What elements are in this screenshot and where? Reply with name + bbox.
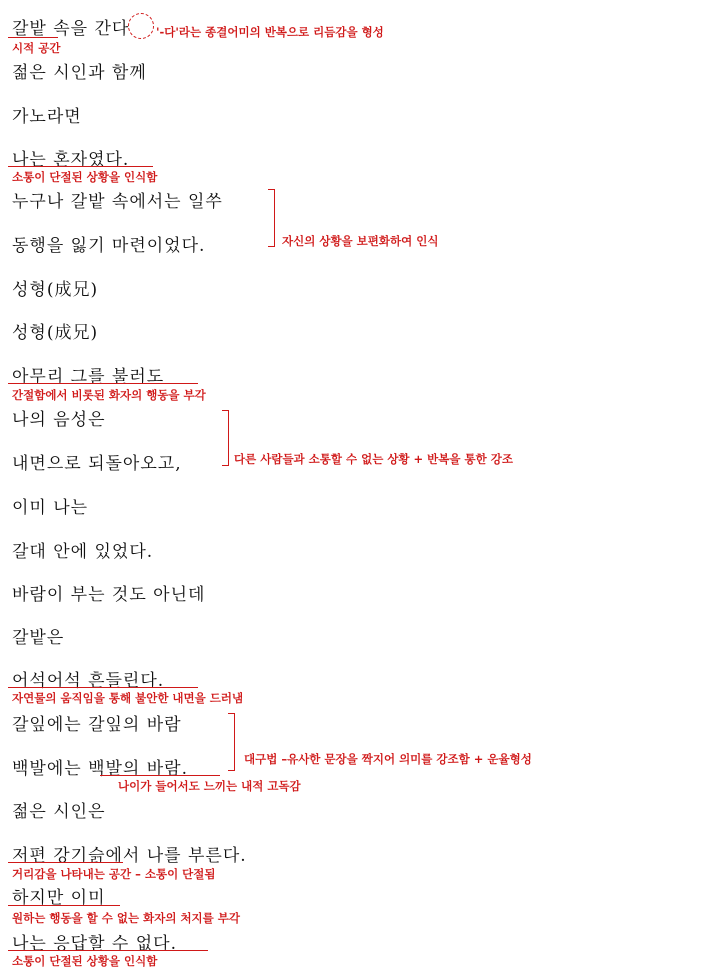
note-parallel: 대구법 –유사한 문장을 짝지어 의미를 강조함 + 운율형성 [244,752,532,766]
underline-galbat [8,37,58,38]
poem-line-6: 동행을 잃기 마련이었다. [12,236,206,256]
underline-line-16 [8,687,198,688]
poem-line-16: 어석어석 흔들린다. [12,671,165,691]
poem-line-12: 이미 나는 [12,498,89,518]
poem-line-19: 젊은 시인은 [12,802,106,822]
note-generalize: 자신의 상황을 보편화하여 인식 [282,234,439,248]
ending-circle [128,13,154,39]
poem-line-7: 성형(成兄) [12,280,99,300]
underline-line-9 [8,383,198,384]
poem-line-3: 가노라면 [12,107,82,127]
note-space: 시적 공간 [12,41,61,55]
bracket-parallel [228,713,235,771]
note-earnest: 간절함에서 비롯된 화자의 행동을 부각 [12,388,206,402]
note-solitude: 나이가 들어서도 느끼는 내적 고독감 [118,779,301,793]
note-nature: 자연물의 움직임을 통해 불안한 내면을 드러냄 [12,691,244,705]
note-ending-repeat: '-다'라는 종결어미의 반복으로 리듬감을 형성 [156,25,384,39]
poem-line-9: 아무리 그를 불러도 [12,367,165,387]
underline-line-22 [8,950,208,951]
bracket-generalize [268,189,275,247]
poem-line-21: 하지만 이미 [12,888,106,908]
underline-line-4 [8,166,153,167]
poem-line-20: 저편 강기슭에서 나를 부른다. [12,846,247,866]
bracket-no-comm [222,410,229,466]
poem-line-15: 갈밭은 [12,628,65,648]
note-cut-off-2: 소통이 단절된 상황을 인식함 [12,954,158,968]
poem-line-22: 나는 응답할 수 없다. [12,934,177,954]
poem-line-13: 갈대 안에 있었다. [12,542,154,562]
poem-line-1: 갈밭 속을 간다 [12,19,130,39]
poem-line-4: 나는 혼자였다. [12,150,130,170]
poem-line-2: 젊은 시인과 함께 [12,63,147,83]
poem-line-5: 누구나 갈밭 속에서는 일쑤 [12,192,223,212]
underline-gangiseul [8,862,123,863]
note-helpless: 원하는 행동을 할 수 없는 화자의 처지를 부각 [12,911,240,925]
poem-line-11: 내면으로 되돌아오고, [12,454,182,474]
underline-line-21 [8,905,120,906]
note-distance: 거리감을 나타내는 공간 – 소통이 단절됨 [12,867,216,881]
poem-line-17: 갈잎에는 갈잎의 바람 [12,715,182,735]
poem-line-10: 나의 음성은 [12,410,106,430]
note-cut-off-1: 소통이 단절된 상황을 인식함 [12,170,158,184]
underline-baekbal [100,775,220,776]
poem-line-14: 바람이 부는 것도 아닌데 [12,585,206,605]
poem-line-8: 성형(成兄) [12,323,99,343]
note-no-comm: 다른 사람들과 소통할 수 없는 상황 + 반복을 통한 강조 [234,452,513,466]
poem-line-18: 백발에는 백발의 바람. [12,759,189,779]
